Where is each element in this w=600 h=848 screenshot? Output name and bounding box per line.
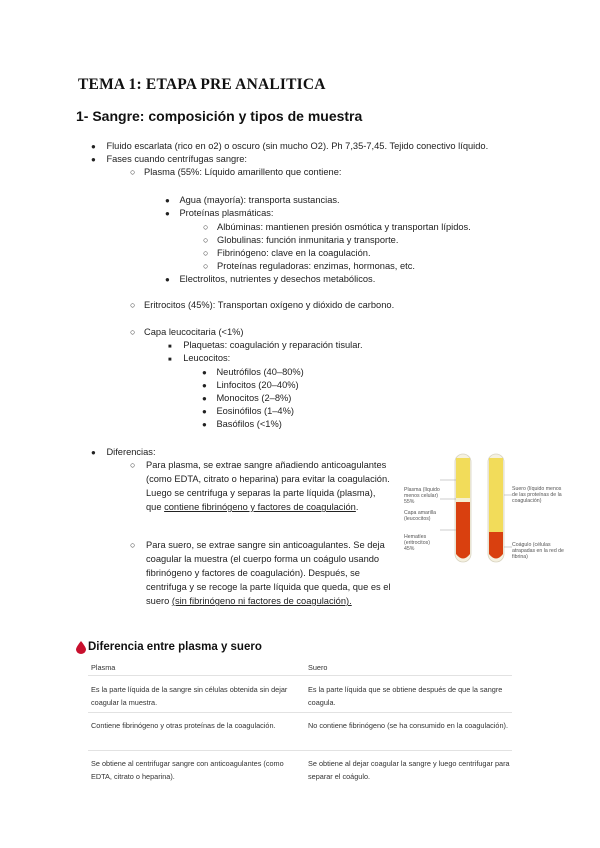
bullet-dot-icon: ● <box>202 420 207 429</box>
bullet-capa: ○ Capa leucocitaria (<1%) <box>130 327 244 337</box>
table-divider <box>88 750 512 751</box>
paragraph-plasma: Para plasma, se extrae sangre añadiendo anticoagulantes (como EDTA, citrato o heparina) para evitar la coagulación. Luego se centrifuga y separas la parte líquida (plasma), que contiene fibrinógeno y factores de coagulación. <box>146 460 390 512</box>
bullet-electrolitos: ● Electrolitos, nutrientes y desechos metabólicos. <box>165 274 376 284</box>
serum-tube <box>488 454 504 562</box>
table-cell-r1-plasma: Es la parte líquida de la sangre sin células obtenida sin dejar coagular la muestra. <box>91 685 288 707</box>
table-cell-r1-suero: Es la parte líquida que se obtiene después de que la sangre coagula. <box>308 685 503 707</box>
bullet-fases: ● Fases cuando centrífugas sangre: <box>91 154 248 164</box>
bullet-dot-icon: ● <box>202 381 207 390</box>
bullet-reguladoras: ○ Proteínas reguladoras: enzimas, hormonas, etc. <box>203 261 415 271</box>
bullet-monocitos: ● Monocitos (2–8%) <box>202 393 292 403</box>
bullet-diferencias: ● Diferencias: <box>91 447 156 457</box>
table-header-plasma: Plasma <box>91 663 116 672</box>
bullet-agua: ● Agua (mayoría): transporta sustancias. <box>165 195 340 205</box>
bullet-circle-icon: ○ <box>130 460 136 470</box>
bullet-dot-icon: ● <box>202 407 207 416</box>
bullet-leucocitos: ■ Leucocitos: <box>168 353 231 363</box>
bullet-eritrocitos: ○ Eritrocitos (45%): Transportan oxígeno y dióxido de carbono. <box>130 300 395 310</box>
bullet-dot-icon: ● <box>165 209 170 218</box>
plasma-tube <box>455 454 471 562</box>
bullet-square-icon: ■ <box>168 344 172 350</box>
figure-label-plasma: Plasma (líquido menos celular) 55% <box>404 487 440 505</box>
bullet-circle-icon: ○ <box>130 300 136 310</box>
blood-drop-icon <box>76 641 86 659</box>
bullet-basofilos: ● Basófilos (<1%) <box>202 419 282 429</box>
bullet-dot-icon: ● <box>91 448 96 457</box>
bullet-circle-icon: ○ <box>203 235 209 245</box>
bullet-globulinas: ○ Globulinas: función inmunitaria y transporte. <box>203 235 399 245</box>
bullet-dot-icon: ● <box>202 368 207 377</box>
table-cell-r3-suero: Se obtiene al dejar coagular la sangre y luego centrifugar para separar el coágulo. <box>308 759 510 781</box>
paragraph-suero: Para suero, se extrae sangre sin anticoagulantes. Se deja coagular la muestra (el cuerpo forma un coágulo usando fibrinógeno y factores de coagulación). Después, se centrifuga y se recoge la parte líquida que queda, que es el suero (sin fibrinógeno ni factores de coagulación). <box>146 540 391 606</box>
table-cell-r2-suero: No contiene fibrinógeno (se ha consumido en la coagulación). <box>308 721 508 730</box>
table-header-suero: Suero <box>308 663 328 672</box>
bullet-circle-icon: ○ <box>130 540 136 550</box>
bullet-square-icon: ■ <box>168 357 172 363</box>
bullet-neutrofilos: ● Neutrófilos (40–80%) <box>202 367 304 377</box>
bullet-circle-plasma <box>130 459 135 471</box>
bullet-dot-icon: ● <box>202 394 207 403</box>
bullet-dot-icon: ● <box>165 196 170 205</box>
table-cell-r2-plasma: Contiene fibrinógeno y otras proteínas de la coagulación. <box>91 721 276 730</box>
bullet-plasma: ○ Plasma (55%: Líquido amarillento que contiene: <box>130 167 342 177</box>
bullet-albuminas: ○ Albúminas: mantienen presión osmótica y transportan lípidos. <box>203 222 471 232</box>
table-divider <box>88 712 512 713</box>
figure-label-hematies: Hematíes (eritrocitos) 45% <box>404 534 430 552</box>
page-title: TEMA 1: ETAPA PRE ANALITICA <box>78 76 326 93</box>
bullet-fibrinogeno: ○ Fibrinógeno: clave en la coagulación. <box>203 248 371 258</box>
table-cell-r3-plasma: Se obtiene al centrifugar sangre con anticoagulantes (como EDTA, citrato o heparina). <box>91 759 284 781</box>
centrifuge-figure <box>400 450 570 575</box>
bullet-circle-icon: ○ <box>203 261 209 271</box>
bullet-linfocitos: ● Linfocitos (20–40%) <box>202 380 299 390</box>
figure-label-suero: Suero (líquido menos de las proteínas de la coagulación) <box>512 486 562 504</box>
bullet-proteinas: ● Proteínas plasmáticas: <box>165 208 274 218</box>
bullet-circle-icon: ○ <box>130 167 136 177</box>
bullet-fluido: ● Fluido escarlata (rico en o2) o oscuro (sin mucho O2). Ph 7,35-7,45. Tejido conectivo líquido. <box>91 141 489 151</box>
table-divider <box>88 675 512 676</box>
section-heading: 1- Sangre: composición y tipos de muestra <box>76 108 363 124</box>
bullet-circle-icon: ○ <box>203 248 209 258</box>
bullet-circle-icon: ○ <box>130 327 136 337</box>
bullet-plaquetas: ■ Plaquetas: coagulación y reparación tisular. <box>168 340 363 350</box>
bullet-dot-icon: ● <box>91 155 96 164</box>
table-title: Diferencia entre plasma y suero <box>88 641 262 653</box>
bullet-dot-icon: ● <box>165 275 170 284</box>
figure-label-coagulo: Coágulo (células atrapadas en la red de fibrina) <box>512 542 564 560</box>
bullet-circle-suero <box>130 539 135 551</box>
figure-label-capa: Capa amarilla (leucocitos) <box>404 510 437 522</box>
bullet-eosinofilos: ● Eosinófilos (1–4%) <box>202 406 294 416</box>
bullet-dot-icon: ● <box>91 142 96 151</box>
bullet-circle-icon: ○ <box>203 222 209 232</box>
